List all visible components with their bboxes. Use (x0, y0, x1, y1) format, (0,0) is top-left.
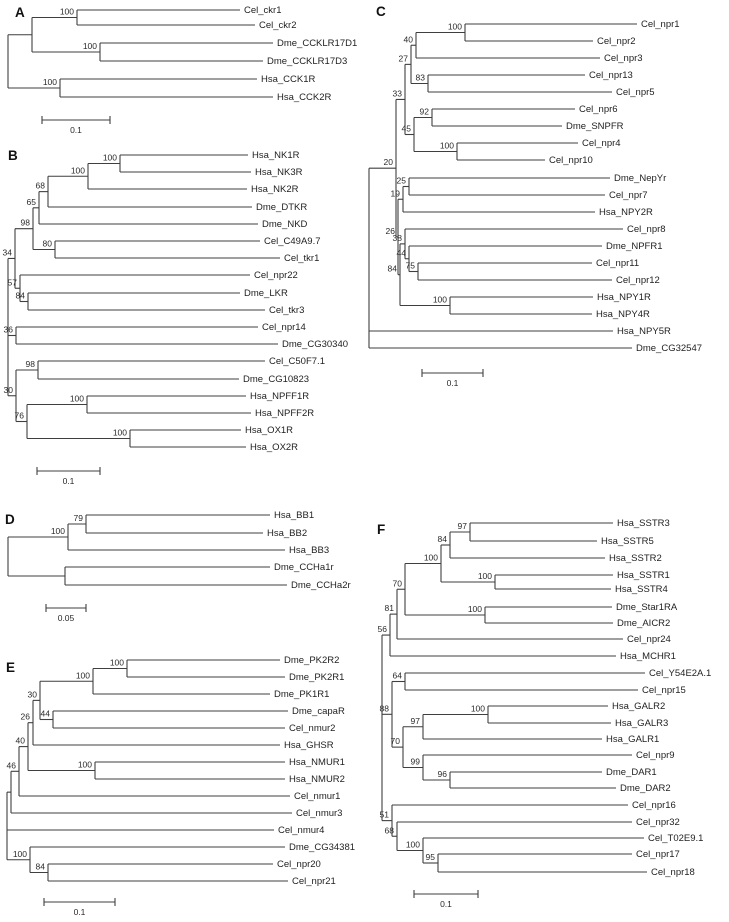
taxon-label: Cel_npr10 (549, 155, 593, 167)
taxon-label: Dme_CG34381 (289, 842, 356, 854)
taxon-label: Dme_SNPFR (566, 121, 624, 133)
taxon-label: Hsa_NPFF1R (250, 391, 310, 403)
taxon-label: Dme_CCHa1r (274, 562, 334, 574)
bootstrap-value: 30 (3, 384, 13, 395)
taxon-label: Dme_PK1R1 (274, 689, 330, 701)
bootstrap-value: 97 (410, 715, 420, 726)
bootstrap-value: 95 (425, 852, 435, 862)
taxon-label: Cel_npr14 (262, 322, 306, 334)
taxon-label: Cel_npr6 (579, 104, 618, 116)
bootstrap-value: 79 (73, 513, 83, 523)
panel-letter-D: D (5, 512, 15, 527)
bootstrap-value: 81 (384, 603, 394, 614)
taxon-label: Cel_npr22 (254, 270, 298, 282)
taxon-label: Cel_nmur1 (294, 791, 341, 803)
taxon-label: Cel_nmur3 (296, 808, 343, 820)
bootstrap-value: 100 (467, 604, 482, 614)
bootstrap-value: 100 (439, 140, 454, 151)
bootstrap-value: 83 (415, 72, 425, 83)
taxon-label: Dme_CCKLR17D1 (277, 38, 358, 50)
taxon-label: Hsa_NPY4R (596, 309, 650, 321)
taxon-label: Hsa_SSTR2 (609, 553, 662, 565)
bootstrap-value: 96 (437, 769, 447, 779)
bootstrap-value: 100 (477, 571, 492, 581)
taxon-label: Hsa_GALR3 (615, 718, 669, 730)
bootstrap-value: 100 (112, 427, 127, 438)
taxon-label: Hsa_NK3R (255, 167, 303, 179)
taxon-label: Dme_Star1RA (616, 602, 678, 614)
bootstrap-value: 100 (102, 152, 117, 163)
taxon-label: Cel_nmur4 (278, 825, 325, 837)
taxon-label: Hsa_SSTR3 (617, 518, 670, 530)
taxon-label: Cel_npr18 (651, 867, 695, 879)
taxon-label: Cel_npr24 (627, 634, 671, 646)
panel-letter-B: B (8, 148, 18, 163)
taxon-label: Hsa_CCK1R (261, 74, 316, 86)
taxon-label: Hsa_MCHR1 (620, 651, 676, 663)
bootstrap-value: 100 (50, 526, 65, 536)
bootstrap-value: 84 (15, 290, 25, 301)
bootstrap-value: 100 (109, 657, 124, 668)
bootstrap-value: 100 (405, 839, 420, 850)
taxon-label: Cel_tkr3 (269, 305, 305, 317)
bootstrap-value: 70 (390, 736, 400, 747)
taxon-label: Cel_nmur2 (289, 723, 336, 735)
panel-letter-A: A (15, 5, 25, 20)
taxon-label: Hsa_SSTR4 (615, 584, 668, 596)
taxon-label: Cel_npr15 (642, 685, 686, 697)
taxon-label: Cel_npr12 (616, 275, 660, 287)
bootstrap-value: 97 (457, 521, 467, 531)
bootstrap-value: 99 (410, 756, 420, 767)
taxon-label: Cel_ckr1 (244, 5, 282, 17)
bootstrap-value: 26 (20, 711, 30, 722)
taxon-label: Dme_DAR1 (606, 767, 657, 779)
taxon-label: Cel_npr9 (636, 750, 675, 762)
bootstrap-value: 38 (392, 232, 402, 243)
bootstrap-value: 100 (77, 759, 92, 770)
bootstrap-value: 44 (396, 247, 406, 258)
taxon-label: Cel_npr3 (604, 53, 643, 65)
taxon-label: Hsa_NK2R (251, 184, 299, 196)
bootstrap-value: 68 (35, 180, 45, 191)
taxon-label: Dme_NepYr (614, 173, 667, 185)
bootstrap-value: 46 (6, 760, 16, 771)
scale-bar-label: 0.05 (57, 613, 75, 623)
bootstrap-value: 26 (385, 225, 395, 236)
taxon-label: Cel_npr20 (277, 859, 321, 871)
bootstrap-value: 88 (379, 703, 389, 714)
taxon-label: Cel_Y54E2A.1 (649, 668, 712, 680)
bootstrap-value: 25 (396, 175, 406, 186)
bootstrap-value: 70 (392, 578, 402, 589)
taxon-label: Cel_npr32 (636, 817, 680, 829)
bootstrap-value: 84 (437, 534, 447, 544)
taxon-label: Hsa_GALR1 (606, 734, 660, 746)
taxon-label: Dme_CCKLR17D3 (267, 56, 348, 68)
bootstrap-value: 68 (384, 825, 394, 836)
taxon-label: Cel_tkr1 (284, 253, 320, 265)
bootstrap-value: 75 (405, 260, 415, 271)
bootstrap-value: 27 (398, 53, 408, 64)
bootstrap-value: 92 (419, 106, 429, 117)
taxon-label: Cel_npr13 (589, 70, 633, 82)
bootstrap-value: 100 (12, 848, 27, 859)
bootstrap-value: 40 (403, 34, 413, 45)
bootstrap-value: 57 (7, 277, 17, 288)
taxon-label: Cel_ckr2 (259, 20, 297, 32)
taxon-label: Hsa_NPY1R (597, 292, 651, 304)
taxon-label: Hsa_NMUR2 (289, 774, 345, 786)
taxon-label: Dme_PK2R2 (284, 655, 340, 667)
scale-bar-label: 0.1 (70, 125, 82, 135)
bootstrap-value: 100 (75, 670, 90, 681)
taxon-label: Cel_npr4 (582, 138, 621, 150)
bootstrap-value: 100 (59, 6, 74, 17)
taxon-label: Cel_npr21 (292, 876, 336, 888)
bootstrap-value: 80 (42, 238, 52, 249)
bootstrap-value: 20 (383, 157, 393, 168)
taxon-label: Dme_NKD (262, 219, 308, 231)
taxon-label: Hsa_BB3 (289, 545, 330, 557)
taxon-label: Dme_CG30340 (282, 339, 349, 351)
bootstrap-value: 51 (379, 809, 389, 820)
bootstrap-value: 100 (42, 77, 57, 87)
bootstrap-value: 76 (14, 410, 24, 421)
taxon-label: Cel_C49A9.7 (264, 236, 321, 248)
taxon-label: Dme_AICR2 (617, 618, 671, 630)
bootstrap-value: 34 (2, 247, 12, 258)
taxon-label: Dme_NPFR1 (606, 241, 663, 253)
bootstrap-value: 100 (82, 41, 97, 51)
bootstrap-value: 98 (25, 359, 35, 369)
taxon-label: Hsa_GALR2 (612, 701, 666, 713)
bootstrap-value: 19 (390, 188, 400, 199)
taxon-label: Hsa_OX1R (245, 425, 294, 437)
taxon-label: Dme_CG32547 (636, 343, 703, 355)
taxon-label: Dme_DAR2 (620, 783, 671, 795)
taxon-label: Hsa_NPY2R (599, 207, 653, 219)
bootstrap-value: 56 (377, 624, 387, 635)
taxon-label: Cel_npr7 (609, 190, 648, 202)
taxon-label: Dme_PK2R1 (289, 672, 345, 684)
bootstrap-value: 40 (15, 735, 25, 746)
bootstrap-value: 84 (35, 861, 45, 872)
taxon-label: Dme_capaR (292, 706, 345, 718)
taxon-label: Dme_CCHa2r (291, 580, 351, 592)
taxon-label: Cel_npr11 (596, 258, 640, 270)
taxon-label: Hsa_BB2 (267, 528, 308, 540)
bootstrap-value: 44 (40, 708, 50, 719)
taxon-label: Hsa_GHSR (284, 740, 334, 752)
bootstrap-value: 98 (20, 217, 30, 228)
scale-bar-label: 0.1 (62, 476, 75, 486)
bootstrap-value: 100 (70, 165, 85, 176)
taxon-label: Hsa_NMUR1 (289, 757, 345, 769)
taxon-label: Cel_npr1 (641, 19, 680, 31)
taxon-label: Cel_npr5 (616, 87, 655, 99)
taxon-label: Hsa_BB1 (274, 510, 315, 522)
bootstrap-value: 100 (69, 393, 84, 404)
bootstrap-value: 65 (26, 196, 36, 207)
panel-letter-F: F (377, 522, 386, 537)
taxon-label: Cel_npr8 (627, 224, 666, 236)
bootstrap-value: 45 (401, 123, 411, 134)
bootstrap-value: 100 (423, 552, 438, 563)
taxon-label: Hsa_SSTR1 (617, 570, 670, 582)
scale-bar-label: 0.1 (446, 378, 459, 388)
taxon-label: Cel_npr2 (597, 36, 636, 48)
taxon-label: Hsa_NPFF2R (255, 408, 315, 420)
bootstrap-value: 30 (27, 689, 37, 700)
taxon-label: Cel_npr17 (636, 849, 680, 861)
taxon-label: Cel_T02E9.1 (648, 833, 704, 845)
taxon-label: Dme_CG10823 (243, 374, 310, 386)
taxon-label: Dme_LKR (244, 288, 288, 300)
taxon-label: Cel_npr16 (632, 800, 676, 812)
bootstrap-value: 84 (387, 263, 397, 274)
bootstrap-value: 100 (447, 21, 462, 32)
bootstrap-value: 100 (432, 294, 447, 305)
bootstrap-value: 100 (470, 703, 485, 714)
taxon-label: Hsa_NPY5R (617, 326, 671, 338)
panel-letter-C: C (376, 4, 386, 19)
taxon-label: Cel_C50F7.1 (269, 356, 325, 368)
taxon-label: Dme_DTKR (256, 202, 308, 214)
scale-bar-label: 0.1 (440, 899, 452, 909)
bootstrap-value: 36 (3, 324, 13, 335)
panel-letter-E: E (6, 660, 16, 675)
taxon-label: Hsa_CCK2R (277, 92, 332, 104)
bootstrap-value: 64 (392, 670, 402, 681)
bootstrap-value: 33 (392, 88, 402, 99)
taxon-label: Hsa_SSTR5 (601, 536, 654, 548)
scale-bar-label: 0.1 (73, 907, 86, 917)
taxon-label: Hsa_OX2R (250, 442, 299, 454)
taxon-label: Hsa_NK1R (252, 150, 300, 162)
